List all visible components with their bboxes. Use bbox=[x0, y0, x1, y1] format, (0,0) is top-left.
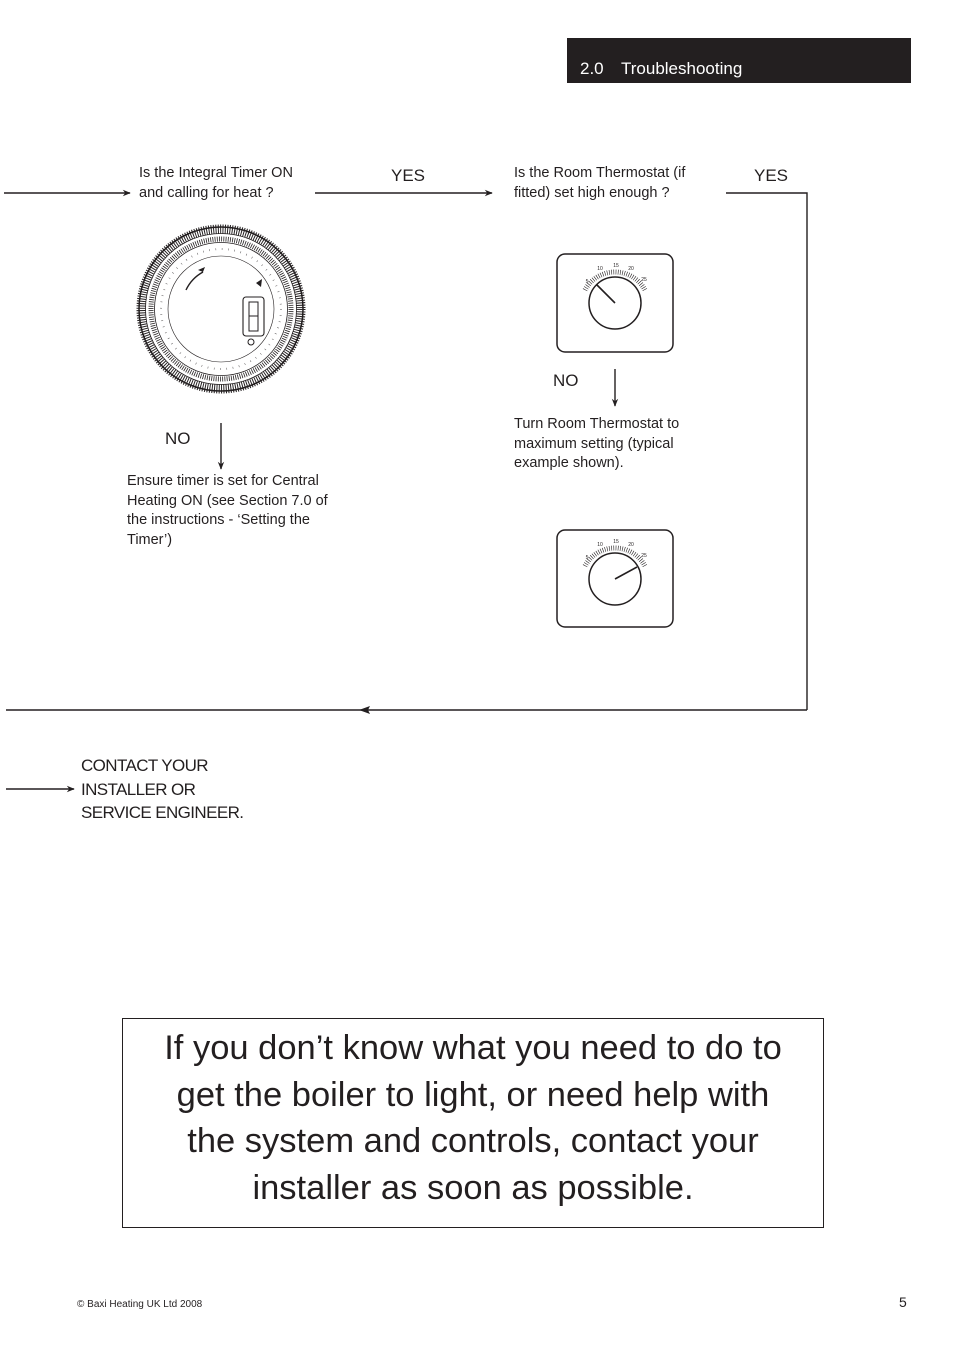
thermostat-low-scale-5: 5 bbox=[585, 279, 589, 285]
instruction-timer-line: the instructions - ‘Setting the bbox=[127, 512, 310, 528]
section-number: 2.0 bbox=[580, 59, 604, 78]
thermostat-max-scale-20: 20 bbox=[628, 542, 634, 548]
thermostat-low-scale-15: 15 bbox=[613, 263, 619, 269]
line-yes-right bbox=[726, 193, 807, 710]
notice-text bbox=[123, 1025, 823, 1211]
contact-line: CONTACT YOUR bbox=[81, 756, 208, 775]
notice-line: installer as soon as possible. bbox=[252, 1168, 694, 1207]
timer-dial-icon bbox=[139, 227, 303, 391]
thermostat-low-scale-25: 25 bbox=[641, 277, 647, 283]
question-timer bbox=[139, 163, 293, 203]
page-number: 5 bbox=[899, 1294, 907, 1310]
question-thermostat bbox=[514, 163, 685, 203]
section-title: Troubleshooting bbox=[621, 59, 743, 78]
question-thermostat-line: Is the Room Thermostat (if bbox=[514, 165, 686, 181]
instruction-thermostat-line: Turn Room Thermostat to bbox=[514, 416, 680, 432]
thermostat-max-scale-15: 15 bbox=[613, 539, 619, 545]
contact-line: SERVICE ENGINEER. bbox=[81, 803, 244, 822]
instruction-thermostat-line: example shown). bbox=[514, 455, 624, 471]
instruction-thermostat bbox=[514, 415, 679, 474]
instruction-timer-line: Timer’) bbox=[127, 531, 173, 548]
thermostat-low-scale-10: 10 bbox=[597, 266, 603, 272]
no-label-thermostat: NO bbox=[553, 371, 579, 390]
thermostat-low-scale-20: 20 bbox=[628, 266, 634, 272]
contact-line: INSTALLER OR bbox=[81, 779, 196, 799]
instruction-thermostat-line: maximum setting (typical bbox=[514, 435, 674, 452]
thermostat-max-scale-25: 25 bbox=[641, 553, 647, 559]
question-timer-line: and calling for heat ? bbox=[139, 185, 274, 201]
footer-copyright: © Baxi Heating UK Ltd 2008 bbox=[77, 1299, 203, 1310]
instruction-timer bbox=[127, 472, 328, 550]
instruction-timer-line: Heating ON (see Section 7.0 of bbox=[127, 492, 328, 509]
thermostat-max-scale-5: 5 bbox=[585, 555, 589, 561]
question-thermostat-line: fitted) set high enough ? bbox=[514, 185, 670, 201]
thermostat-max-scale-10: 10 bbox=[597, 542, 603, 548]
notice-box bbox=[122, 1018, 824, 1228]
yes-label-thermostat: YES bbox=[754, 166, 789, 185]
notice-line: the system and controls, contact your bbox=[187, 1122, 759, 1160]
question-timer-line: Is the Integral Timer ON bbox=[139, 165, 293, 181]
no-label-timer: NO bbox=[165, 429, 191, 448]
notice-line: If you don’t know what you need to do to bbox=[164, 1029, 782, 1067]
instruction-timer-line: Ensure timer is set for Central bbox=[127, 473, 319, 489]
contact-installer-text bbox=[81, 754, 243, 825]
notice-line: get the boiler to light, or need help with bbox=[176, 1075, 770, 1114]
yes-label-timer: YES bbox=[391, 166, 426, 185]
